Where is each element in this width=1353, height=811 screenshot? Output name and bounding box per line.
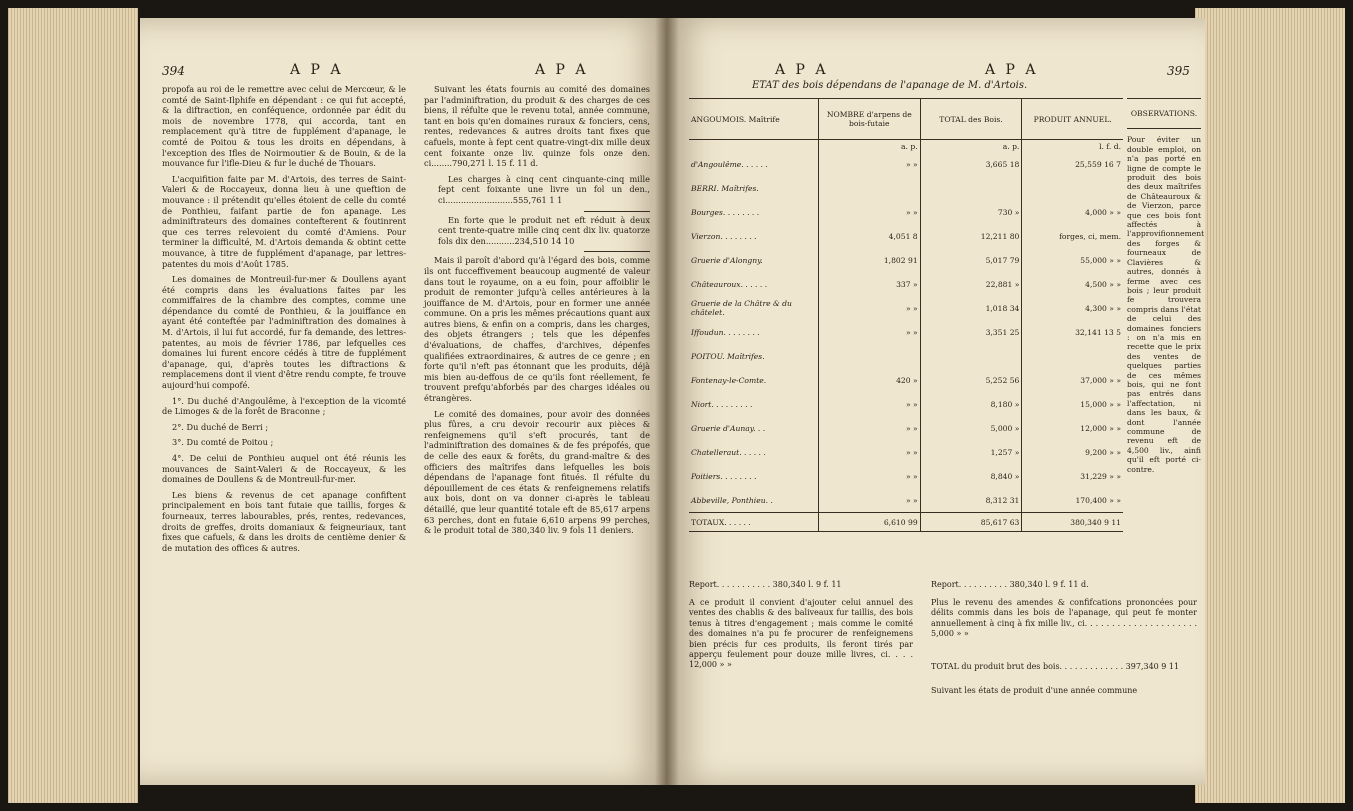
left-page [140,18,667,785]
paragraph: En forte que le produit net eft réduit à deux cent trente-quatre mille cinq cent dix liv. quatorze fols dix den...........234,510 14 10 [438,214,650,246]
table-row [689,320,1123,344]
row-label: POITOU. Maîtrifes. [691,351,765,361]
row-value-futaie: 337 » [818,272,920,296]
row-label: d'Angoulême. . . . . . [691,159,768,169]
paragraph: Les biens & revenus de cet apanage confiftent principalement en bois tant futaie que taillis, forges & fourneaux, terres labourables, prés, rentes, redevances, droits de greffes, droits domaniaux & feigneuriaux, tant fixes que cafuels, & dans les droits de centième denier & de mutation des offices & autres. [162,489,406,553]
row-value-futaie [818,176,920,200]
right-header-left: A P A [775,62,829,78]
header-produit: PRODUIT ANNUEL. [1022,99,1123,140]
totals-futaie: 6,610 99 [818,513,920,532]
bottom-right-text-1: Plus le revenu des amendes & confifcations prononcées pour délits commis dans les bois de l'apanage, qui peut fe monter annuellement à cinq à fix mille liv., ci. . . . . . . . . . . . . . . . . . . . . 5,000 » » [931,598,1197,639]
row-value-produit: 12,000 » » [1022,416,1123,440]
woods-table [689,98,1123,532]
left-header-right: A P A [535,62,589,78]
unit-cell: l. f. d. [1022,140,1123,153]
row-label: Niort. . . . . . . . . [691,399,753,409]
unit-cell: a. p. [920,140,1022,153]
table-row [689,272,1123,296]
table-row [689,488,1123,513]
report-right: Report. . . . . . . . . . 380,340 l. 9 f. 11 d. [931,580,1089,589]
table-row [689,224,1123,248]
observations [1127,98,1205,474]
table-row [689,176,1123,200]
paragraph: 2°. Du duché de Berri ; [172,421,269,432]
right-page [667,18,1205,785]
table-row [689,416,1123,440]
table-row [689,368,1123,392]
row-value-total: 5,252 56 [920,368,1022,392]
row-value-total: 8,180 » [920,392,1022,416]
left-header-left: A P A [290,62,344,78]
row-value-produit: forges, ci, mem. [1022,224,1123,248]
row-value-total: 730 » [920,200,1022,224]
row-label: Châteauroux. . . . . . [691,279,768,289]
table-row [689,296,1123,320]
row-value-futaie: » » [818,320,920,344]
paragraph: Mais il paroît d'abord qu'à l'égard des bois, comme ils ont fucceffivement beaucoup augmenté de valeur dans tout le royaume, on a eu foin, pour affoiblir le produit de remonter jufqu'à celles antérieures à la jouiffance de M. d'Artois, pour en former une année commune. On a pris les mêmes précautions quant aux autres biens, & enfin on a compris, dans les charges, des objets étrangers ; tels que les dépenfes d'évaluations, de chaffes, d'archives, dépenfes qualifiées extraordinaires, & autres de ce genre ; en forte qu'il n'eft pas étonnant que les produits, déjà mis bien au-deffous de ce qu'ils font réellement, fe trouvent prefqu'abforbés par des charges idéales ou étrangères. [424,255,650,404]
book-gutter [655,18,679,785]
row-value-futaie: » » [818,152,920,176]
paragraph: 4°. De celui de Ponthieu auquel ont été réunis les mouvances de Saint-Valeri & de Roccayeux, & les domaines de Doullens & de Montreuil-fur-mer. [162,453,406,485]
row-label: Gruerie de la Châtre & du châtelet. [691,299,792,317]
row-label: Poitiers. . . . . . . . [691,471,757,481]
totals-label: TOTAUX. . . . . . [689,513,818,532]
row-value-futaie: 4,051 8 [818,224,920,248]
row-value-produit [1022,344,1123,368]
left-column-1 [162,84,406,558]
unit-cell: a. p. [818,140,920,153]
row-value-total [920,344,1022,368]
row-value-futaie: » » [818,440,920,464]
report-left: Report. . . . . . . . . . . 380,340 l. 9 f. 11 [689,580,842,589]
row-value-total: 3,351 25 [920,320,1022,344]
row-value-produit: 31,229 » » [1022,464,1123,488]
row-value-futaie: » » [818,464,920,488]
paragraph: Le comité des domaines, pour avoir des données plus fûres, a cru devoir recourir aux pièces & renfeignemens qu'il s'eft procurés, tant de l'adminiftration des domaines & de fes prépofés, que de celle des eaux & forêts, du grand-maître & des officiers des maîtrifes dans lefquelles les bois dépendans de l'apanage font fitués. Il réfulte du dépouillement de ces états & renfeignemens relatifs aux bois, dont on va donner ci-après le tableau détaillé, que leur quantité totale eft de 85,617 arpens 63 perches, dont en futaie 6,610 arpens 99 perches, & le produit total de 380,340 liv. 9 fols 11 deniers. [424,408,650,536]
row-value-total: 12,211 80 [920,224,1022,248]
row-label: Bourges. . . . . . . . [691,207,760,217]
table-row [689,344,1123,368]
row-value-total: 1,018 34 [920,296,1022,320]
row-value-produit: 4,300 » » [1022,296,1123,320]
totals-produit: 380,340 9 11 [1022,513,1123,532]
totals-total: 85,617 63 [920,513,1022,532]
table-row [689,440,1123,464]
row-value-total: 8,312 31 [920,488,1022,513]
row-value-produit: 4,000 » » [1022,200,1123,224]
paragraph: Les domaines de Montreuil-fur-mer & Doullens ayant été compris dans les évaluations faites par les commiffaires de la chambre des comptes, comme une dépendance du comté de Ponthieu, & la jouiffance en ayant été conteftée par l'adminiftration des domaines à M. d'Artois, il lui fut accordé, fur fa demande, des lettres-patentes, au mois de février 1786, par lefquelles ces domaines lui furent encore cédés à titre de fupplément d'apanage, qui, d'après toutes les diftractions & remplacemens dont il vient d'être rendu compte, fe trouve aujourd'hui compofé. [162,274,406,391]
right-header-right: A P A [985,62,1039,78]
paragraph: 1°. Du duché d'Angoulême, à l'exception de la vicomté de Limoges & de la forêt de Braconne ; [162,395,406,417]
table-row [689,200,1123,224]
row-label: Gruerie d'Alongny. [691,255,763,265]
row-label: Gruerie d'Aunay. . . [691,423,766,433]
row-value-futaie: » » [818,200,920,224]
bottom-right-text-2: TOTAL du produit brut des bois. . . . . . . . . . . . . 397,340 9 11 [931,662,1180,671]
row-value-futaie: » » [818,416,920,440]
row-label: BERRI. Maîtrifes. [691,183,759,193]
row-value-produit: 4,500 » » [1022,272,1123,296]
row-value-futaie: » » [818,296,920,320]
paragraph: 3°. Du comté de Poitou ; [172,437,274,448]
row-value-futaie: 1,802 91 [818,248,920,272]
observations-header: OBSERVATIONS. [1127,98,1201,129]
row-value-produit: 55,000 » » [1022,248,1123,272]
row-value-total: 5,017 79 [920,248,1022,272]
bottom-left-text: A ce produit il convient d'ajouter celui annuel des ventes des chablis & des baliveaux fur taillis, des bois tenus à titres d'engagement ; mais comme le comité des domaines n'a pu fe procurer de renfeignemens bien précis fur ces produits, ils feront tirés par apperçu feulement pour douze mille livres, ci. . . . 12,000 » » [689,598,913,670]
row-label: Iffoudun. . . . . . . . [691,327,760,337]
row-value-produit: 9,200 » » [1022,440,1123,464]
right-page-number: 395 [1167,64,1190,78]
row-value-total: 5,000 » [920,416,1022,440]
paragraph: L'acquifition faite par M. d'Artois, des terres de Saint-Valeri & de Roccayeux, donna lieu à une queftion de mouvance : il prétendit qu'elles étoient de celle du comté de Ponthieu, faifant partie de fon apanage. Les adminiftrateurs des domaines contefterent & foutinrent que ces terres relevoient du comté d'Amiens. Pour terminer la difficulté, M. d'Artois demanda & obtint cette mouvance, à titre de fupplément d'apanage, par lettres-patentes du mois d'Août 1785. [162,173,406,269]
table-row [689,248,1123,272]
row-value-futaie: 420 » [818,368,920,392]
row-value-produit: 25,559 16 7 [1022,152,1123,176]
row-value-total: 1,257 » [920,440,1022,464]
row-value-produit: 170,400 » » [1022,488,1123,513]
row-label: Abbeville, Ponthieu. . [691,495,773,505]
row-value-produit [1022,176,1123,200]
table-row [689,392,1123,416]
paragraph: propofa au roi de le remettre avec celui de Mercœur, & le comté de Saint-Ilphife en dépendant : ce qui fut accepté, & la diftraction, en conféquence, ordonnée par édit du mois de novembre 1778, qui accorda, tant en remplacement qu'à titre de fupplément d'apanage, le comté de Poitou & tous les droits en dépendans, à l'exception des Ifles de Noirmoutier & de Bouin, & de la mouvance fur l'ifle-Dieu & fur le duché de Thouars. [162,84,406,169]
bottom-right-text-3: Suivant les états de produit d'une année commune [931,686,1138,695]
row-label: Fontenay-le-Comte. [691,375,767,385]
header-futaie: NOMBRE d'arpens de bois-futaie [818,99,920,140]
row-label: Vierzon. . . . . . . . [691,231,757,241]
row-value-futaie: » » [818,392,920,416]
row-value-produit: 37,000 » » [1022,368,1123,392]
table-title: ETAT des bois dépendans de l'apanage de M. d'Artois. [752,80,1028,91]
unit-cell [689,140,818,153]
table-row [689,464,1123,488]
paragraph: Suivant les états fournis au comité des domaines par l'adminiftration, du produit & des charges de ces biens, il réfulte que le revenu total, année commune, tant en bois qu'en domaines ruraux & fonciers, cens, rentes, redevances & autres droits tant fixes que cafuels, monte à fept cent quatre-vingt-dix mille deux cent foixante onze liv. quinze fols onze den. ci........790,271 l. 15 f. 11 d. [424,84,650,169]
row-value-total: 8,840 » [920,464,1022,488]
paragraph: Les charges à cinq cent cinquante-cinq mille fept cent foixante une livre un fol un den., ci..........................555,761 1 1 [438,173,650,205]
header-maitrise: ANGOUMOIS. Maîtrife [689,99,818,140]
row-value-futaie [818,344,920,368]
row-value-futaie: » » [818,488,920,513]
row-value-produit: 15,000 » » [1022,392,1123,416]
observations-text: Pour éviter un double emploi, on n'a pas porté en ligne de compte le produit des bois des deux maîtrifes de Châteauroux & de Vierzon, parce que ces bois font affectés à l'approvifionnement des forges & fourneaux de Clavières & autres, donnés à ferme avec ces bois ; leur produit fe trouvera compris dans l'état de celui des domaines fonciers : on n'a mis en recette que le prix des ventes de quelques parties de ces mêmes bois, qui ne font pas entrés dans l'affectation, ni dans les baux, & dont l'année commune de revenu eft de 4,500 liv., ainfi qu'il eft porté ci-contre. [1127,135,1205,474]
header-total: TOTAL des Bois. [920,99,1022,140]
row-value-produit: 32,141 13 5 [1022,320,1123,344]
row-value-total [920,176,1022,200]
left-column-2 [424,84,650,541]
left-page-edges [8,8,138,803]
row-value-total: 22,881 » [920,272,1022,296]
totals-row [689,513,1123,532]
row-value-total: 3,665 18 [920,152,1022,176]
right-page-edges [1195,8,1345,803]
row-label: Chatelleraut. . . . . . [691,447,766,457]
left-page-number: 394 [162,64,185,78]
divider [584,211,650,212]
divider [584,251,650,252]
table-row [689,152,1123,176]
